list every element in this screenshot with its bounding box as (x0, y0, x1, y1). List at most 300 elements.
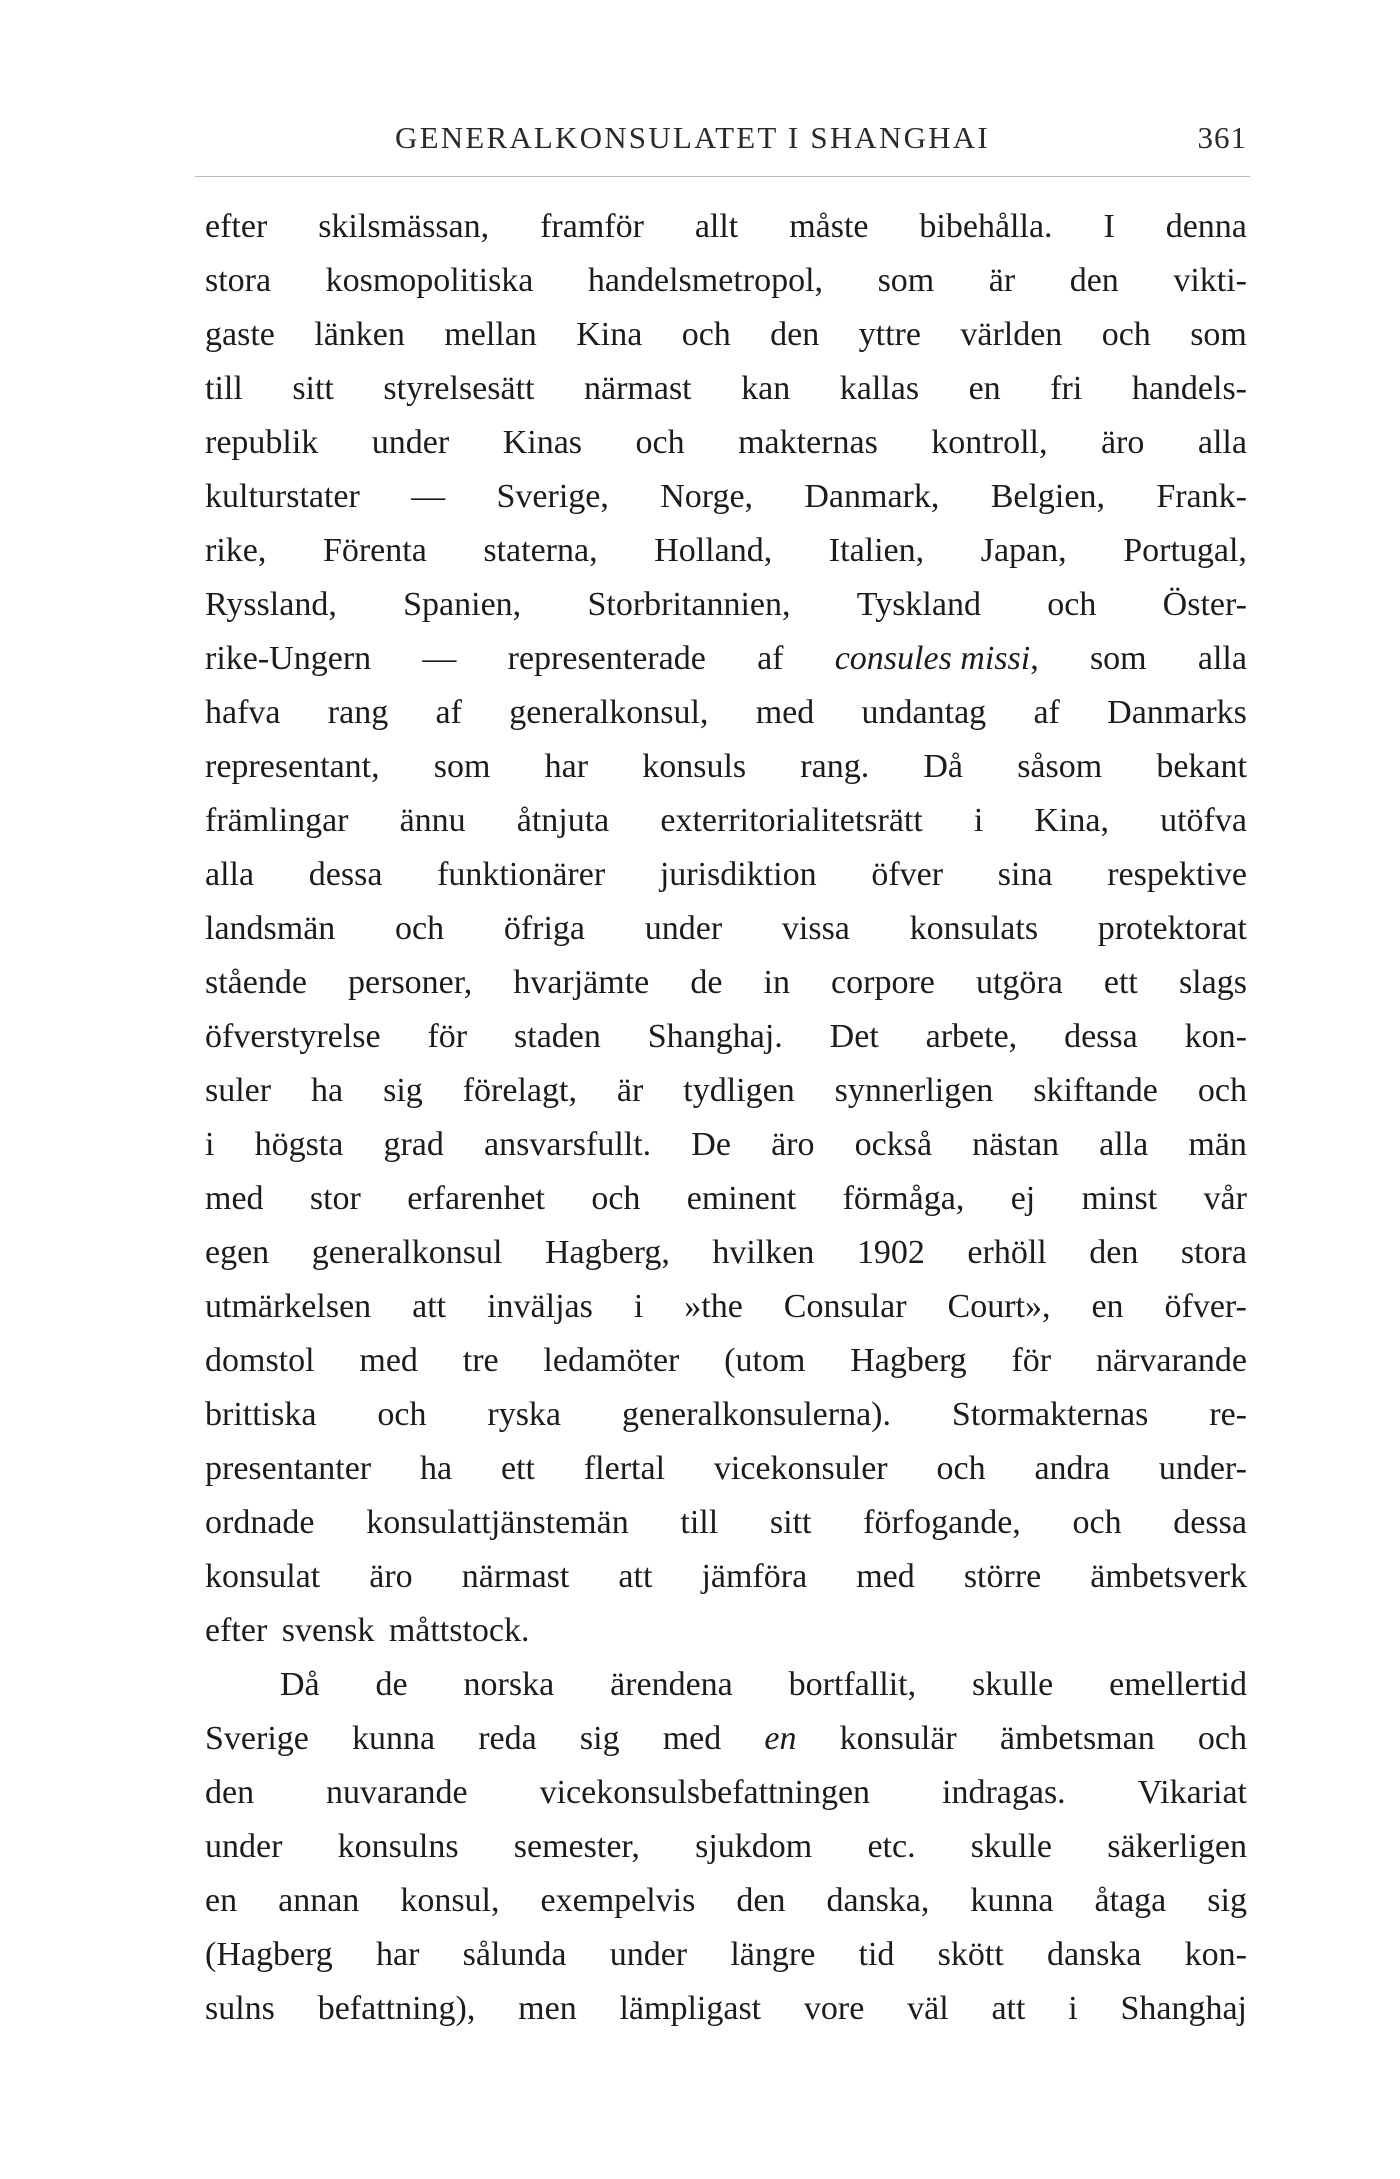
word: makternas (738, 424, 878, 461)
word: såsom (1017, 748, 1103, 785)
word: andra (1034, 1450, 1110, 1487)
text-line (205, 1928, 1247, 1982)
word: också (854, 1126, 933, 1163)
word: hvarjämte (513, 964, 650, 1001)
word: till (205, 370, 243, 407)
header-rule (195, 176, 1250, 177)
word: en (205, 1882, 238, 1919)
word: generalkonsul (311, 1234, 503, 1271)
word: staden (514, 1018, 601, 1055)
word: (Hagberg (205, 1936, 333, 1973)
word: konsulär (839, 1720, 957, 1757)
word: med (662, 1720, 722, 1757)
word: befattning), (317, 1990, 476, 2027)
text-line (205, 1280, 1247, 1334)
word: Tyskland (856, 586, 981, 623)
word: vore (803, 1990, 865, 2027)
word: vår (1203, 1180, 1247, 1217)
word: vikti- (1173, 262, 1247, 299)
word: alla (1197, 640, 1247, 677)
word: men (518, 1990, 577, 2027)
word: emellertid (1109, 1666, 1247, 1703)
word: säkerligen (1107, 1828, 1247, 1865)
word: med (856, 1558, 915, 1595)
word: skulle (970, 1828, 1053, 1865)
word: personer, (348, 964, 473, 1001)
word: etc. (867, 1828, 916, 1865)
word: skött (937, 1936, 1004, 1973)
page-number: 361 (1197, 120, 1247, 155)
word: brittiska (205, 1396, 317, 1433)
word: ledamöter (543, 1342, 680, 1379)
word: Sverige, (496, 478, 609, 515)
word: ämbetsman (999, 1720, 1155, 1757)
word: Vikariat (1137, 1774, 1247, 1811)
text-line (205, 1334, 1247, 1388)
word: erfarenhet (407, 1180, 545, 1217)
word: af (435, 694, 462, 731)
word: skilsmässan, (318, 208, 490, 245)
word: De (691, 1126, 731, 1163)
word: Hagberg (850, 1342, 967, 1379)
word: danska, (826, 1882, 930, 1919)
word: kon- (1184, 1936, 1247, 1973)
word: sig (383, 1072, 423, 1109)
word: sina (997, 856, 1053, 893)
text-line (205, 1064, 1247, 1118)
word: kon- (1184, 1018, 1247, 1055)
word: styrelsesätt (383, 370, 535, 407)
word: Förenta (322, 532, 427, 569)
paragraph-last-line: efter svensk måttstock. (205, 1612, 530, 1649)
word: som (1190, 316, 1247, 353)
word: främlingar (205, 802, 349, 839)
text-line (205, 578, 1247, 632)
word: och (395, 910, 445, 947)
word: alla (205, 856, 255, 893)
word: danska (1046, 1936, 1142, 1973)
text-line (205, 200, 1247, 254)
word: äro (369, 1558, 413, 1595)
word: Shanghaj. (647, 1018, 783, 1055)
word: den (205, 1774, 255, 1811)
word: egen (205, 1234, 270, 1271)
word: suler (205, 1072, 272, 1109)
word: konsulattjänstemän (366, 1504, 629, 1541)
word: och (1047, 586, 1097, 623)
word: indragas. (942, 1774, 1066, 1811)
text-line (205, 902, 1247, 956)
word: tre (462, 1342, 499, 1379)
word: ha (420, 1450, 453, 1487)
word: sulns (205, 1990, 275, 2027)
word: framför (540, 208, 644, 245)
word: Spanien, (403, 586, 522, 623)
word: förfogande, (863, 1504, 1021, 1541)
word: rike-Ungern (205, 640, 372, 677)
word: kosmopolitiska (325, 262, 534, 299)
word: stora (205, 262, 272, 299)
word: och (1197, 1072, 1247, 1109)
word: i (1068, 1990, 1078, 2027)
word: kontroll, (931, 424, 1048, 461)
word: generalkonsul, (509, 694, 709, 731)
word: sig (579, 1720, 620, 1757)
word: representant, (205, 748, 380, 785)
word: de (690, 964, 723, 1001)
word: lämpligast (619, 1990, 762, 2027)
text-line (205, 1172, 1247, 1226)
word: har (375, 1936, 420, 1973)
word: Öster- (1162, 586, 1247, 623)
word: under- (1158, 1450, 1247, 1487)
running-head (205, 120, 1247, 160)
text-line (205, 1982, 1247, 2036)
word: konsulats (909, 910, 1039, 947)
word: nästan (972, 1126, 1060, 1163)
word: världen (960, 316, 1063, 353)
word: staterna, (483, 532, 598, 569)
word: kulturstater (205, 478, 360, 515)
word: handelsmetropol, (587, 262, 824, 299)
word: gaste (205, 316, 275, 353)
text-line-mixed (205, 1712, 1247, 1766)
word: handels- (1131, 370, 1247, 407)
word: åtnjuta (516, 802, 610, 839)
word: ha (311, 1072, 344, 1109)
word: generalkonsulerna). (621, 1396, 891, 1433)
word: i (973, 802, 984, 839)
word: kallas (839, 370, 920, 407)
word: hvilken (712, 1234, 815, 1271)
text-line (205, 524, 1247, 578)
word: utöfva (1160, 802, 1247, 839)
word: och (635, 424, 685, 461)
word: i (205, 1126, 215, 1163)
word: sitt (292, 370, 334, 407)
word: de (375, 1666, 408, 1703)
text-line (205, 416, 1247, 470)
word: grad (383, 1126, 444, 1163)
running-head-title: GENERALKONSULATET I SHANGHAI (395, 120, 990, 155)
word: Holland, (654, 532, 773, 569)
paragraph-first-line (205, 1658, 1247, 1712)
word: i (633, 1288, 644, 1325)
word: af (1033, 694, 1060, 731)
word: semester, (513, 1828, 640, 1865)
word: — (422, 640, 457, 677)
word: den (1089, 1234, 1139, 1271)
word: Shanghaj (1120, 1990, 1247, 2027)
word: och (377, 1396, 427, 1433)
word: dessa (1173, 1504, 1247, 1541)
punctuation: , (1030, 640, 1039, 677)
text-line (205, 1766, 1247, 1820)
word: slags (1178, 964, 1247, 1001)
word: sjukdom (695, 1828, 813, 1865)
word: landsmän (205, 910, 336, 947)
word: in (763, 964, 790, 1001)
text-line (205, 1388, 1247, 1442)
word: (utom (724, 1342, 806, 1379)
word: bekant (1156, 748, 1247, 785)
word: sig (1207, 1882, 1247, 1919)
word: allt (694, 208, 739, 245)
word: denna (1165, 208, 1247, 245)
word: kunna (352, 1720, 436, 1757)
word: vissa (781, 910, 850, 947)
text-line (205, 740, 1247, 794)
word: konsul, (400, 1882, 500, 1919)
word-group (835, 632, 1039, 686)
word: 1902 (856, 1234, 925, 1271)
word: kunna (970, 1882, 1054, 1919)
text-line-mixed (205, 632, 1247, 686)
word: erhöll (967, 1234, 1047, 1271)
word: konsulat (205, 1558, 321, 1595)
word: Court», (947, 1288, 1051, 1325)
word: längre (730, 1936, 816, 1973)
word: dessa (1064, 1018, 1138, 1055)
word: och (591, 1180, 641, 1217)
text-line (205, 956, 1247, 1010)
text-line (205, 470, 1247, 524)
word: väl (907, 1990, 949, 2027)
word: öfriga (503, 910, 586, 947)
text-line (205, 686, 1247, 740)
word: stor (309, 1180, 361, 1217)
word: skulle (972, 1666, 1054, 1703)
word: bibehålla. (919, 208, 1053, 245)
word: ett (500, 1450, 535, 1487)
word: Kinas (502, 424, 583, 461)
word: för (427, 1018, 468, 1055)
word: Consular (783, 1288, 907, 1325)
word: förelagt, (462, 1072, 577, 1109)
word: ärendena (610, 1666, 733, 1703)
word: ett (1103, 964, 1138, 1001)
word: jurisdiktion (659, 856, 817, 893)
word: domstol (205, 1342, 315, 1379)
text-line (205, 1820, 1247, 1874)
word: rang. (800, 748, 870, 785)
word: den (1069, 262, 1119, 299)
word: ännu (399, 802, 466, 839)
word: med (755, 694, 815, 731)
word: Storbritannien, (587, 586, 791, 623)
word: presentanter (205, 1450, 372, 1487)
word: exterritorialitetsrätt (660, 802, 923, 839)
word: Portugal, (1123, 532, 1247, 569)
word: funktionärer (437, 856, 606, 893)
word: och (936, 1450, 986, 1487)
body-text (205, 200, 1247, 2036)
word: skiftande (1033, 1072, 1158, 1109)
word: är (988, 262, 1016, 299)
word: med (359, 1342, 418, 1379)
word: större (963, 1558, 1042, 1595)
word: den (736, 1882, 786, 1919)
word: af (757, 640, 784, 677)
word: Italien, (828, 532, 925, 569)
word: den (770, 316, 820, 353)
word: ansvarsfullt. (484, 1126, 652, 1163)
word: öfver- (1164, 1288, 1247, 1325)
word: ej (1010, 1180, 1036, 1217)
text-line (205, 794, 1247, 848)
word: äro (771, 1126, 815, 1163)
text-line (205, 848, 1247, 902)
word: ämbetsverk (1090, 1558, 1247, 1595)
word: — (411, 478, 446, 515)
word: konsuls (642, 748, 747, 785)
word: som (433, 748, 491, 785)
word: annan (278, 1882, 360, 1919)
text-line (205, 1496, 1247, 1550)
word: för (1011, 1342, 1052, 1379)
word: rang (327, 694, 389, 731)
word: Belgien, (990, 478, 1105, 515)
word: att (412, 1288, 447, 1325)
word: ordnade (205, 1504, 315, 1541)
word: att (991, 1990, 1026, 2027)
word: har (544, 748, 589, 785)
text-line (205, 1874, 1247, 1928)
text-line (205, 362, 1247, 416)
text-line (205, 254, 1247, 308)
word: minst (1081, 1180, 1158, 1217)
word: protektorat (1097, 910, 1247, 947)
word: öfver (871, 856, 944, 893)
word: och (1197, 1720, 1247, 1757)
word: Norge, (660, 478, 754, 515)
word: re- (1209, 1396, 1247, 1433)
word: Det (829, 1018, 879, 1055)
italic-word: consules missi (834, 640, 1031, 677)
word: efter (205, 208, 268, 245)
word: reda (478, 1720, 537, 1757)
word: utgöra (975, 964, 1063, 1001)
word: vicekonsulsbefattningen (539, 1774, 871, 1811)
word: sitt (769, 1504, 812, 1541)
word: och (1101, 316, 1151, 353)
word: inväljas (487, 1288, 593, 1325)
word: tydligen (683, 1072, 795, 1109)
word: åtaga (1094, 1882, 1167, 1919)
word: corpore (831, 964, 935, 1001)
word: Danmarks (1107, 694, 1247, 731)
word: sålunda (462, 1936, 567, 1973)
text-line (205, 1226, 1247, 1280)
text-line (205, 1010, 1247, 1064)
word: äro (1100, 424, 1145, 461)
word: I (1103, 208, 1115, 245)
word: Danmark, (804, 478, 940, 515)
word: Hagberg, (544, 1234, 670, 1271)
word: norska (463, 1666, 555, 1703)
word: jämföra (701, 1558, 808, 1595)
word: män (1188, 1126, 1247, 1163)
word: konsulns (337, 1828, 459, 1865)
word: och (681, 316, 731, 353)
word: dessa (308, 856, 383, 893)
word: utmärkelsen (205, 1288, 372, 1325)
word: ryska (487, 1396, 562, 1433)
word: fri (1050, 370, 1083, 407)
word: till (680, 1504, 719, 1541)
word: närvarande (1095, 1342, 1247, 1379)
word: och (1072, 1504, 1122, 1541)
word: representerade (507, 640, 706, 677)
word: synnerligen (834, 1072, 994, 1109)
word: är (616, 1072, 644, 1109)
word: flertal (583, 1450, 666, 1487)
word: republik (205, 424, 319, 461)
word: mellan (444, 316, 537, 353)
text-line (205, 308, 1247, 362)
word: måste (789, 208, 869, 245)
text-line (205, 1118, 1247, 1172)
word: »the (684, 1288, 743, 1325)
word: alla (1197, 424, 1247, 461)
word: Då (923, 748, 964, 785)
word: Stormakternas (951, 1396, 1149, 1433)
word: Då (280, 1666, 320, 1703)
word: respektive (1107, 856, 1247, 893)
word: stora (1180, 1234, 1247, 1271)
word: Ryssland, (205, 586, 337, 623)
word: under (609, 1936, 688, 1973)
word: en (968, 370, 1001, 407)
word: närmast (584, 370, 692, 407)
word: hafva (205, 694, 281, 731)
word: under (644, 910, 723, 947)
word: länken (314, 316, 405, 353)
word: Frank- (1156, 478, 1247, 515)
word: en (1091, 1288, 1124, 1325)
word: vicekonsuler (713, 1450, 888, 1487)
word: exempelvis (540, 1882, 696, 1919)
word: tid (858, 1936, 895, 1973)
word: som (877, 262, 935, 299)
word: nuvarande (326, 1774, 468, 1811)
word: kan (741, 370, 791, 407)
word: Sverige (205, 1720, 309, 1757)
word: Kina (576, 316, 643, 353)
word: Kina, (1034, 802, 1109, 839)
word: med (205, 1180, 264, 1217)
text-line (205, 1550, 1247, 1604)
word: yttre (858, 316, 921, 353)
text-line (205, 1442, 1247, 1496)
word: högsta (254, 1126, 344, 1163)
word: Japan, (980, 532, 1067, 569)
word: bortfallit, (788, 1666, 917, 1703)
word: alla (1099, 1126, 1149, 1163)
word: att (618, 1558, 653, 1595)
word: öfverstyrelse (205, 1018, 381, 1055)
word: stående (205, 964, 307, 1001)
word: närmast (461, 1558, 570, 1595)
word: eminent (686, 1180, 797, 1217)
word: förmåga, (842, 1180, 965, 1217)
italic-word: en (764, 1720, 797, 1757)
word: arbete, (925, 1018, 1018, 1055)
word: undantag (861, 694, 987, 731)
word: under (371, 424, 450, 461)
word: rike, (205, 532, 267, 569)
word: under (205, 1828, 283, 1865)
